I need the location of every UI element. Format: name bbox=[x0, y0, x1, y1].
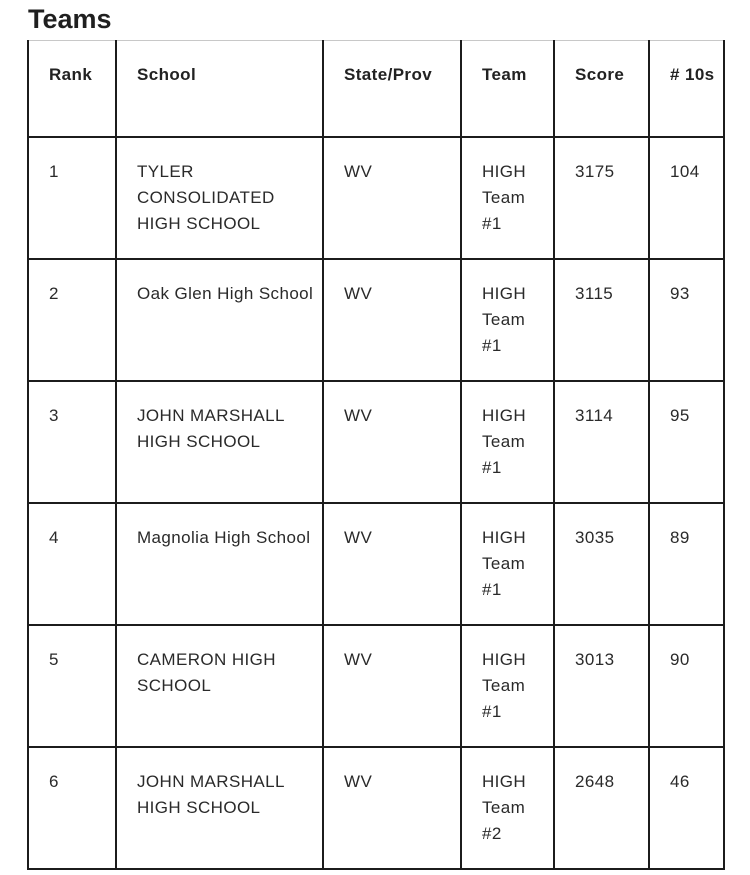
table-row bbox=[28, 503, 724, 625]
cell-state-prov: WV bbox=[323, 625, 461, 747]
cell-school: Oak Glen High School bbox=[116, 259, 323, 381]
header-rank: Rank bbox=[28, 41, 116, 137]
cell-rank: 6 bbox=[28, 747, 116, 869]
cell-tens: 93 bbox=[649, 259, 724, 381]
cell-rank: 4 bbox=[28, 503, 116, 625]
cell-tens: 104 bbox=[649, 137, 724, 259]
cell-score: 3035 bbox=[554, 503, 649, 625]
cell-rank: 5 bbox=[28, 625, 116, 747]
cell-tens: 90 bbox=[649, 625, 724, 747]
cell-rank: 1 bbox=[28, 137, 116, 259]
cell-team: HIGH Team #1 bbox=[461, 137, 554, 259]
cell-team: HIGH Team #1 bbox=[461, 381, 554, 503]
teams-table bbox=[27, 40, 725, 870]
cell-score: 3013 bbox=[554, 625, 649, 747]
page-title: Teams bbox=[28, 4, 112, 34]
cell-school: Magnolia High School bbox=[116, 503, 323, 625]
header-state-prov: State/Prov bbox=[323, 41, 461, 137]
table-row bbox=[28, 259, 724, 381]
table-row bbox=[28, 747, 724, 869]
cell-team: HIGH Team #1 bbox=[461, 259, 554, 381]
cell-state-prov: WV bbox=[323, 747, 461, 869]
header-team: Team bbox=[461, 41, 554, 137]
cell-team: HIGH Team #2 bbox=[461, 747, 554, 869]
cell-score: 3175 bbox=[554, 137, 649, 259]
cell-team: HIGH Team #1 bbox=[461, 503, 554, 625]
cell-school: JOHN MARSHALL HIGH SCHOOL bbox=[116, 381, 323, 503]
cell-state-prov: WV bbox=[323, 259, 461, 381]
cell-state-prov: WV bbox=[323, 137, 461, 259]
table-header-row bbox=[28, 41, 724, 137]
cell-tens: 95 bbox=[649, 381, 724, 503]
cell-score: 3114 bbox=[554, 381, 649, 503]
header-school: School bbox=[116, 41, 323, 137]
cell-tens: 89 bbox=[649, 503, 724, 625]
cell-rank: 2 bbox=[28, 259, 116, 381]
cell-team: HIGH Team #1 bbox=[461, 625, 554, 747]
cell-state-prov: WV bbox=[323, 503, 461, 625]
header-tens: # 10s bbox=[649, 41, 724, 137]
cell-tens: 46 bbox=[649, 747, 724, 869]
table-row bbox=[28, 381, 724, 503]
header-score: Score bbox=[554, 41, 649, 137]
cell-score: 3115 bbox=[554, 259, 649, 381]
cell-school: JOHN MARSHALL HIGH SCHOOL bbox=[116, 747, 323, 869]
cell-state-prov: WV bbox=[323, 381, 461, 503]
cell-school: CAMERON HIGH SCHOOL bbox=[116, 625, 323, 747]
cell-rank: 3 bbox=[28, 381, 116, 503]
table-row bbox=[28, 137, 724, 259]
cell-score: 2648 bbox=[554, 747, 649, 869]
cell-school: TYLER CONSOLIDATED HIGH SCHOOL bbox=[116, 137, 323, 259]
table-row bbox=[28, 625, 724, 747]
